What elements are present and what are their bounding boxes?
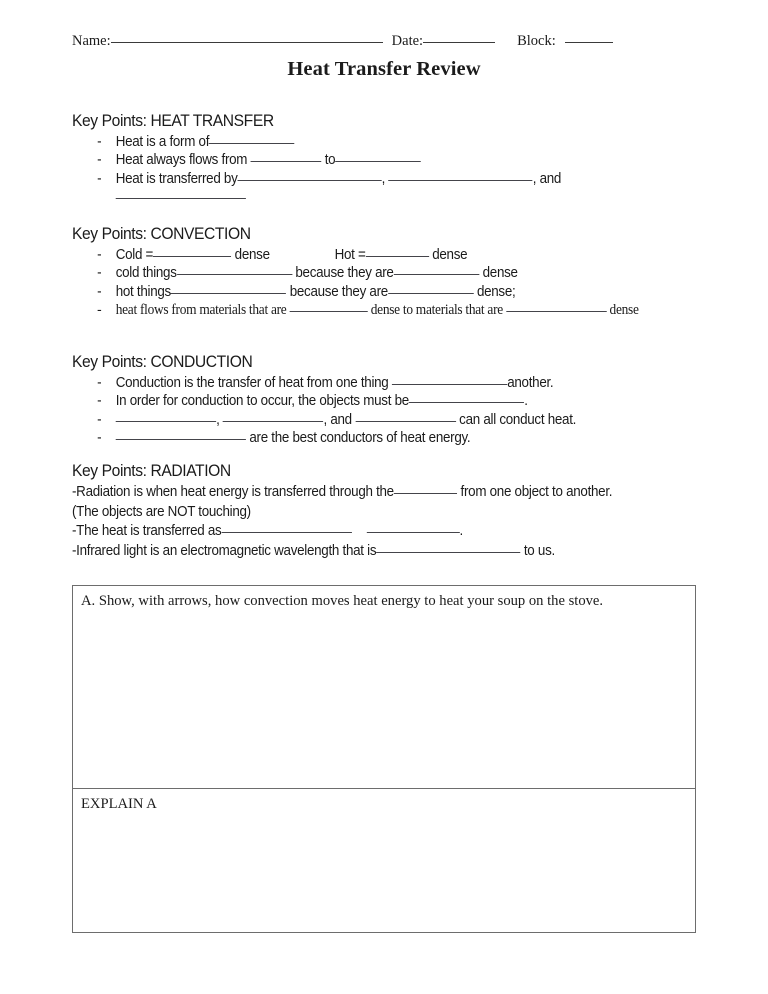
section-heading: Key Points: RADIATION xyxy=(72,461,231,480)
blank-field[interactable] xyxy=(392,384,507,385)
list-item xyxy=(72,170,643,207)
bullet-text: , xyxy=(216,411,220,428)
student-info-header xyxy=(72,33,684,50)
line-text: -Radiation is when heat energy is transferred through the xyxy=(72,484,394,500)
blank-field[interactable] xyxy=(177,274,292,275)
block-blank-field[interactable] xyxy=(565,42,613,43)
line-text: from one object to another. (The objects are NOT touching) xyxy=(72,484,616,520)
blank-field[interactable] xyxy=(506,311,606,312)
blank-field[interactable] xyxy=(389,180,533,181)
explain-a-label: EXPLAIN A xyxy=(81,796,157,812)
bullet-text: Heat always flows from xyxy=(115,152,248,169)
bullet-text: because they are xyxy=(295,265,394,282)
answer-cell-draw-a[interactable] xyxy=(73,586,695,788)
section-conduction xyxy=(72,352,686,448)
radiation-line xyxy=(72,542,643,562)
list-item xyxy=(72,374,643,392)
section-convection xyxy=(72,224,686,320)
bullet-text: Conduction is the transfer of heat from one thing xyxy=(115,375,389,391)
list-item xyxy=(72,151,643,169)
blank-field[interactable] xyxy=(116,198,246,199)
bullet-list xyxy=(72,246,686,320)
bullet-text: Heat is transferred by xyxy=(115,170,238,187)
bullet-text: Cold = xyxy=(115,247,154,263)
blank-field[interactable] xyxy=(394,493,457,494)
section-heading: Key Points: CONVECTION xyxy=(72,224,251,243)
line-text: to us. xyxy=(523,542,555,559)
line-text: . xyxy=(459,523,463,540)
bullet-text: are the best conductors of heat energy. xyxy=(249,430,471,447)
blank-field[interactable] xyxy=(238,180,382,181)
bullet-text: heat flows from materials that are xyxy=(115,302,287,319)
block-label: Block: xyxy=(517,33,556,49)
blank-field[interactable] xyxy=(366,256,429,257)
bullet-list xyxy=(72,133,686,207)
date-blank-field[interactable] xyxy=(423,42,495,43)
blank-field[interactable] xyxy=(388,293,474,294)
list-item xyxy=(72,264,643,282)
bullet-text: dense xyxy=(432,247,468,263)
blank-field[interactable] xyxy=(355,421,455,422)
answer-table xyxy=(72,585,696,933)
list-item xyxy=(72,246,643,264)
radiation-line xyxy=(72,483,643,522)
blank-field[interactable] xyxy=(209,143,295,144)
date-label: Date: xyxy=(391,33,424,49)
blank-field[interactable] xyxy=(116,421,216,422)
section-radiation xyxy=(72,461,686,561)
prompt-a-text: A. Show, with arrows, how convection moves heat energy to heat your soup on the stove. xyxy=(81,593,604,609)
bullet-text: , and xyxy=(323,411,352,428)
bullet-text: Heat is a form of xyxy=(115,134,210,150)
list-item xyxy=(72,301,643,319)
bullet-text: dense xyxy=(609,302,639,319)
bullet-text: cold things xyxy=(115,265,177,282)
bullet-text: dense; xyxy=(476,283,516,300)
blank-field[interactable] xyxy=(394,274,480,275)
bullet-list xyxy=(72,374,686,448)
radiation-line xyxy=(72,522,643,542)
blank-field[interactable] xyxy=(221,532,351,533)
bullet-text: dense to materials that are xyxy=(370,302,503,319)
list-item xyxy=(72,429,643,447)
bullet-text: because they are xyxy=(289,283,388,300)
list-item xyxy=(72,411,643,429)
line-text: -The heat is transferred as xyxy=(72,523,222,540)
section-heading: Key Points: HEAT TRANSFER xyxy=(72,111,274,130)
list-item xyxy=(72,133,643,151)
bullet-text: another. xyxy=(507,375,554,391)
name-blank-field[interactable] xyxy=(111,42,383,43)
bullet-text: In order for conduction to occur, the objects must be xyxy=(115,393,409,410)
list-item xyxy=(72,392,643,410)
blank-field[interactable] xyxy=(367,532,460,533)
page-title: Heat Transfer Review xyxy=(287,58,481,80)
name-label: Name: xyxy=(72,33,111,49)
bullet-text: , and xyxy=(532,170,562,187)
blank-field[interactable] xyxy=(376,552,520,553)
bullet-text: Hot = xyxy=(334,247,366,263)
answer-cell-explain-a[interactable] xyxy=(73,788,695,932)
blank-field[interactable] xyxy=(171,293,286,294)
section-heading: Key Points: CONDUCTION xyxy=(72,352,253,371)
list-item xyxy=(72,283,643,301)
blank-field[interactable] xyxy=(251,161,322,162)
bullet-text: . xyxy=(524,393,528,410)
bullet-text: to xyxy=(324,152,336,169)
blank-field[interactable] xyxy=(116,439,246,440)
section-heat-transfer xyxy=(72,111,686,207)
bullet-text: , xyxy=(381,170,386,187)
bullet-text: can all conduct heat. xyxy=(459,411,577,428)
blank-field[interactable] xyxy=(223,421,323,422)
blank-field[interactable] xyxy=(335,161,421,162)
blank-field[interactable] xyxy=(290,311,368,312)
bullet-text: hot things xyxy=(115,283,171,300)
bullet-text: dense xyxy=(482,265,518,282)
blank-field[interactable] xyxy=(153,256,231,257)
line-text: -Infrared light is an electromagnetic wavelength that is xyxy=(72,542,377,559)
blank-field[interactable] xyxy=(409,402,524,403)
bullet-text: dense xyxy=(234,247,270,263)
